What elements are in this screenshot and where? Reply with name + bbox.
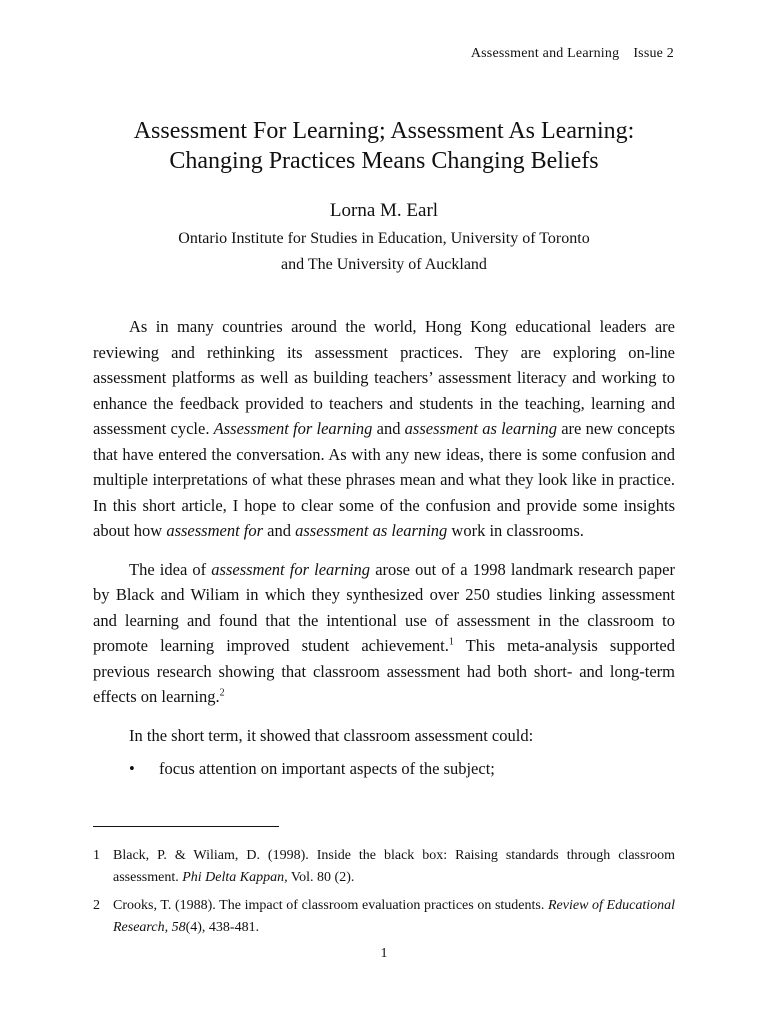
footnote-ref-2[interactable]: 2 (219, 687, 225, 699)
footnote-emphasis: Phi Delta Kappan, (182, 870, 288, 885)
title-line-1: Assessment For Learning; Assessment As Learning: (133, 118, 635, 144)
affiliation-line-1: Ontario Institute for Studies in Education, University of Toronto (178, 230, 590, 247)
footnote-text-b: (4), 438-481. (185, 920, 260, 935)
paragraph-1 (93, 314, 675, 544)
title-line-2: Changing Practices Means Changing Beliefs (169, 148, 599, 174)
affiliation-line-2: and The University of Auckland (281, 256, 487, 273)
footnote-2 (93, 895, 675, 939)
author-name: Lorna M. Earl (329, 200, 439, 221)
p1-emphasis-a: Assessment for learning (213, 419, 373, 438)
paragraph-2 (93, 557, 675, 710)
p2-text-a: The idea of (129, 559, 212, 579)
footnote-1 (93, 845, 675, 889)
running-header (457, 46, 674, 62)
p1-text-d: and (263, 521, 296, 540)
p1-text-a: As in many countries around the world, Hong Kong educational leaders are reviewing and rethinking its assessment practices. They are exploring on-line assessment platforms as well as building teachers’ assessment literacy and working to enhance the feedback provided to teachers and students in the teaching, learning and assessment cycle. (93, 317, 675, 438)
header-issue: Issue 2 (633, 46, 674, 61)
page-number: 1 (380, 946, 388, 961)
p1-emphasis-c: assessment for (166, 521, 264, 540)
footnote-divider (93, 826, 279, 827)
p1-text-c: are new concepts that have entered the conversation. As with any new ideas, there is some confusion and multiple interpretations of what these phrases mean and what they look like in practice. In this short article, I hope to clear some of the confusion and provide some insights about how (93, 419, 675, 540)
footnote-text-a: Black, P. & Wiliam, D. (1998). Inside the black box: Raising standards through classroom assessment. (113, 848, 675, 885)
header-journal: Assessment and Learning (470, 46, 620, 61)
footnote-emphasis: Review of Educational Research, 58 (113, 898, 675, 935)
p1-emphasis-b: assessment as learning (404, 419, 558, 438)
p1-emphasis-d: assessment as learning (295, 521, 448, 540)
p1-text-b: and (372, 419, 405, 438)
p2-text-b: arose out of a 1998 landmark research paper by Black and Wiliam in which they synthesized over 250 studies linking assessment and learning and found that the intentional use of assessment in the classroom to promote learning improved student achievement. (93, 559, 676, 655)
footnote-text-a: Crooks, T. (1988). The impact of classroom evaluation practices on students. (113, 898, 548, 913)
list-item (93, 756, 675, 782)
footnote-text-b: Vol. 80 (2). (287, 870, 355, 885)
footnote-number: 1 (93, 848, 100, 863)
footnote-number: 2 (93, 898, 100, 913)
list-item-text: focus attention on important aspects of the subject; (159, 759, 495, 778)
article-body (93, 314, 675, 782)
footnote-ref-1[interactable]: 1 (448, 636, 454, 648)
article-title (60, 116, 708, 176)
p1-text-e: work in classrooms. (447, 521, 584, 540)
bullet-marker: • (129, 759, 135, 778)
footnotes (93, 845, 675, 945)
paragraph-3: In the short term, it showed that classroom assessment could: (129, 725, 534, 745)
p2-text-c: This meta-analysis supported previous research showing that classroom assessment had both short- and long-term effects on learning. (93, 636, 675, 706)
p2-emphasis-a: assessment for learning (211, 559, 371, 579)
bullet-list (93, 756, 675, 782)
